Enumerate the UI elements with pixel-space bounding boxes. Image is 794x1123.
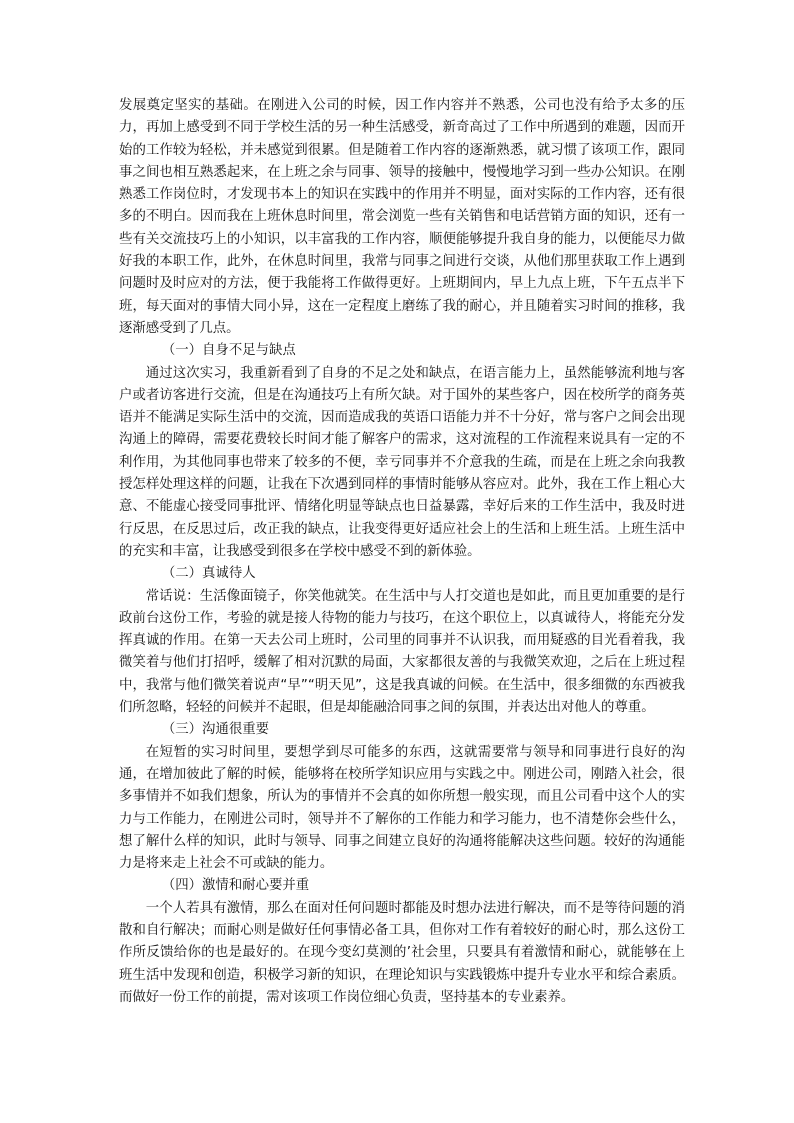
section-body-sincerity: 常话说：生活像面镜子，你笑他就笑。在生活中与人打交道也是如此，而且更加重要的是行政前台这份工作，考验的就是接人待物的能力与技巧，在这个职位上，以真诚待人，将能充分发挥真诚的作用。在第一天去公司上班时，公司里的同事并不认识我，而用疑惑的目光看着我，我微笑着与他们打招呼，缓解了相对沉默的局面，大家都很友善的与我微笑欢迎，之后在上班过程中，我常与他们微笑着说声“早”“明天见”，这是我真诚的问候。在生活中，很多细微的东西被我们所忽略，轻轻的问候并不起眼，但是却能融洽同事之间的氛围，并表达出对他人的尊重。: [119, 588, 685, 716]
section-body-communication: 在短暂的实习时间里，要想学到尽可能多的东西，这就需要常与领导和同事进行良好的沟通，在增加彼此了解的时候，能够将在校所学知识应用与实践之中。刚进公司，刚踏入社会，很多事情并不如我们想象，所认为的事情并不会真的如你所想一般实现，而且公司看中这个人的实力与工作能力，在刚进公司时，领导并不了解你的工作能力和学习能力，也不清楚你会些什么，想了解什么样的知识，此时与领导、同事之间建立良好的沟通将能解决这些问题。较好的沟通能力是将来走上社会不可或缺的能力。: [119, 744, 685, 872]
document-page: [119, 95, 685, 1009]
section-body-passion-patience: 一个人若具有激情，那么在面对任何问题时都能及时想办法进行解决，而不是等待问题的消散和自行解决；而耐心则是做好任何事情必备工具，但你对工作有着较好的耐心时，那么这份工作所反馈给你的也是最好的。在现今变幻莫测的’社会里，只要具有着激情和耐心，就能够在上班生活中发现和创造，积极学习新的知识，在理论知识与实践锻炼中提升专业水平和综合素质。而做好一份工作的前提，需对该项工作岗位细心负责，坚持基本的专业素养。: [119, 900, 685, 1005]
section-body-shortcomings: 通过这次实习，我重新看到了自身的不足之处和缺点，在语言能力上，虽然能够流利地与客户或者访客进行交流，但是在沟通技巧上有所欠缺。对于国外的某些客户，因在校所学的商务英语并不能满足实际生活中的交流，因而造成我的英语口语能力并不十分好，常与客户之间会出现沟通上的障碍，需要花费较长时间才能了解客户的需求，这对流程的工作流程来说具有一定的不利作用，为其他同事也带来了较多的不便，幸亏同事并不介意我的生疏，而是在上班之余向我教授怎样处理这样的问题，让我在下次遇到同样的事情时能够从容应对。此外，我在工作上粗心大意、不能虚心接受同事批评、情绪化明显等缺点也日益暴露，幸好后来的工作生活中，我及时进行反思，在反思过后，改正我的缺点，让我变得更好适应社会上的生活和上班生活。上班生活中的充实和丰富，让我感受到很多在学校中感受不到的新体验。: [119, 365, 685, 559]
intro-paragraph: 发展奠定坚实的基础。在刚进入公司的时候，因工作内容并不熟悉，公司也没有给予太多的压力，再加上感受到不同于学校生活的另一种生活感受，新奇高过了工作中所遇到的难题，因而开始的工作较为轻松，并未感觉到很累。但是随着工作内容的逐渐熟悉，就习惯了该项工作，跟同事之间也相互熟悉起来，在上班之余与同事、领导的接触中，慢慢地学习到一些办公知识。在刚熟悉工作岗位时，才发现书本上的知识在实践中的作用并不明显，面对实际的工作内容，还有很多的不明白。因而我在上班休息时间里，常会浏览一些有关销售和电话营销方面的知识，还有一些有关交流技巧上的小知识，以丰富我的工作内容，顺便能够提升我自身的能力，以便能尽力做好我的本职工作，此外，在休息时间里，我常与同事之间进行交谈，从他们那里获取工作上遇到问题时及时应对的方法，便于我能将工作做得更好。上班期间内，早上九点上班，下午五点半下班，每天面对的事情大同小异，这在一定程度上磨练了我的耐心，并且随着实习时间的推移，我逐渐感受到了几点。: [119, 98, 685, 336]
section-heading-shortcomings: （一）自身不足与缺点: [161, 343, 296, 359]
section-heading-sincerity: （二）真诚待人: [161, 566, 256, 582]
section-heading-communication: （三）沟通很重要: [161, 722, 269, 738]
section-heading-passion-patience: （四）激情和耐心要并重: [161, 878, 310, 894]
